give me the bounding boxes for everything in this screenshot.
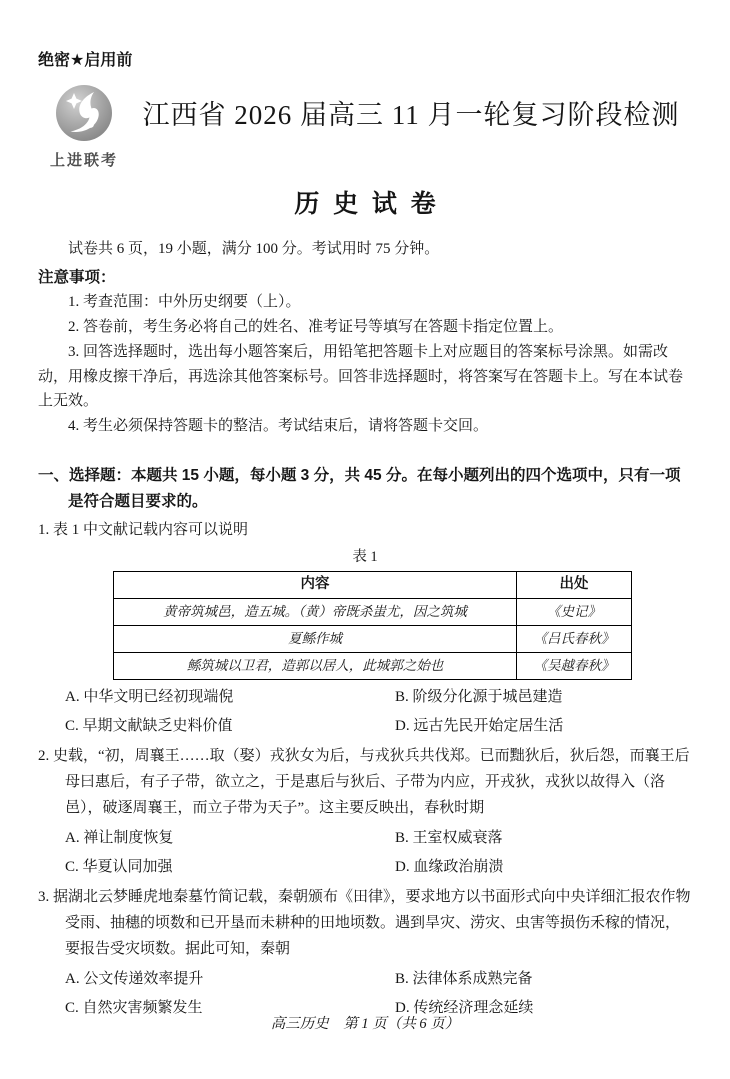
question-2-options bbox=[38, 824, 692, 882]
shangjin-lianhao-logo-icon bbox=[55, 130, 113, 146]
logo-name: 上进联考 bbox=[49, 152, 118, 169]
logo-block bbox=[38, 82, 130, 186]
table-row bbox=[114, 598, 632, 625]
table-cell-content: 鲧筑城以卫君，造郭以居人，此城郭之始也 bbox=[114, 652, 517, 679]
table-cell-source: 《吴越春秋》 bbox=[517, 652, 632, 679]
notice-item-1: 1. 考查范围：中外历史纲要（上）。 bbox=[68, 294, 301, 310]
table-row bbox=[114, 625, 632, 652]
table-cell-content: 黄帝筑城邑，造五城。（黄）帝既杀蚩尤，因之筑城 bbox=[114, 598, 517, 625]
question-1-table bbox=[113, 571, 632, 680]
table-cell-content: 夏鲧作城 bbox=[114, 625, 517, 652]
question-1-option-d: D. 远古先民开始定居生活 bbox=[395, 717, 564, 734]
question-3 bbox=[38, 884, 692, 1023]
question-1-option-b: B. 阶级分化源于城邑建造 bbox=[395, 688, 563, 705]
question-3-stem: 3. 据湖北云梦睡虎地秦墓竹简记载，秦朝颁布《田律》，要求地方以书面形式向中央详细汇报农作物受雨、抽穗的顷数和已开垦而未耕种的田地顷数。遇到旱灾、涝灾、虫害等损伤禾稼的情况，要报告受灾顷数。据此可知，秦朝 bbox=[38, 888, 691, 957]
table-header-source: 出处 bbox=[517, 571, 632, 598]
question-3-option-b: B. 法律体系成熟完备 bbox=[395, 970, 533, 987]
paper-subtitle: 历史试卷 bbox=[294, 190, 450, 218]
notice-heading: 注意事项： bbox=[38, 269, 116, 286]
question-1-option-c: C. 早期文献缺乏史料价值 bbox=[65, 717, 233, 734]
table-row bbox=[114, 652, 632, 679]
table-header-row bbox=[114, 571, 632, 598]
notice-item-3: 3. 回答选择题时，选出每小题答案后，用铅笔把答题卡上对应题目的答案标号涂黑。如需改动，用橡皮擦干净后，再选涂其他答案标号。回答非选择题时，将答案写在答题卡上。写在本试卷上无效。 bbox=[38, 344, 684, 409]
question-3-option-d: D. 传统经济理念延续 bbox=[395, 999, 534, 1016]
question-1 bbox=[38, 517, 692, 741]
question-2-option-b: B. 王室权威衰落 bbox=[395, 829, 503, 846]
question-2 bbox=[38, 743, 692, 882]
question-1-stem: 1. 表 1 中文献记载内容可以说明 bbox=[38, 521, 249, 538]
paper-header bbox=[38, 82, 692, 186]
page-footer: 高三历史 第 1 页（共 6 页） bbox=[270, 1016, 460, 1032]
table-header-content: 内容 bbox=[114, 571, 517, 598]
notice-item-2: 2. 答卷前，考生务必将自己的姓名、准考证号等填写在答题卡指定位置上。 bbox=[68, 319, 564, 335]
section-one-heading: 一、选择题：本题共 15 小题，每小题 3 分，共 45 分。在每小题列出的四个选项中，只有一项是符合题目要求的。 bbox=[38, 466, 681, 510]
question-3-option-a: A. 公文传递效率提升 bbox=[65, 970, 204, 987]
table-cell-source: 《吕氏春秋》 bbox=[517, 625, 632, 652]
question-2-option-d: D. 血缘政治崩溃 bbox=[395, 858, 504, 875]
title-wrap bbox=[130, 82, 692, 186]
paper-title: 江西省 2026 届高三 11 月一轮复习阶段检测 bbox=[142, 100, 680, 130]
table-1-caption: 表 1 bbox=[352, 548, 378, 565]
exam-info-line: 试卷共 6 页，19 小题，满分 100 分。考试用时 75 分钟。 bbox=[68, 241, 440, 257]
question-2-option-c: C. 华夏认同加强 bbox=[65, 858, 173, 875]
question-2-stem: 2. 史载，“初，周襄王……取（娶）戎狄女为后，与戎狄兵共伐郑。已而黜狄后，狄后怨，而襄王后母曰惠后，有子子带，欲立之，于是惠后与狄后、子带为内应，开戎狄，戎狄以故得入（洛邑），破逐周襄王，而立子带为天子”。这主要反映出，春秋时期 bbox=[38, 747, 690, 816]
question-2-option-a: A. 禅让制度恢复 bbox=[65, 829, 174, 846]
table-cell-source: 《史记》 bbox=[517, 598, 632, 625]
notice-item-4: 4. 考生必须保持答题卡的整洁。考试结束后，请将答题卡交回。 bbox=[68, 417, 489, 434]
question-3-option-c: C. 自然灾害频繁发生 bbox=[65, 999, 203, 1016]
classification-label: 绝密★启用前 bbox=[38, 52, 133, 69]
question-1-option-a: A. 中华文明已经初现端倪 bbox=[65, 688, 234, 705]
question-1-options bbox=[38, 683, 692, 741]
